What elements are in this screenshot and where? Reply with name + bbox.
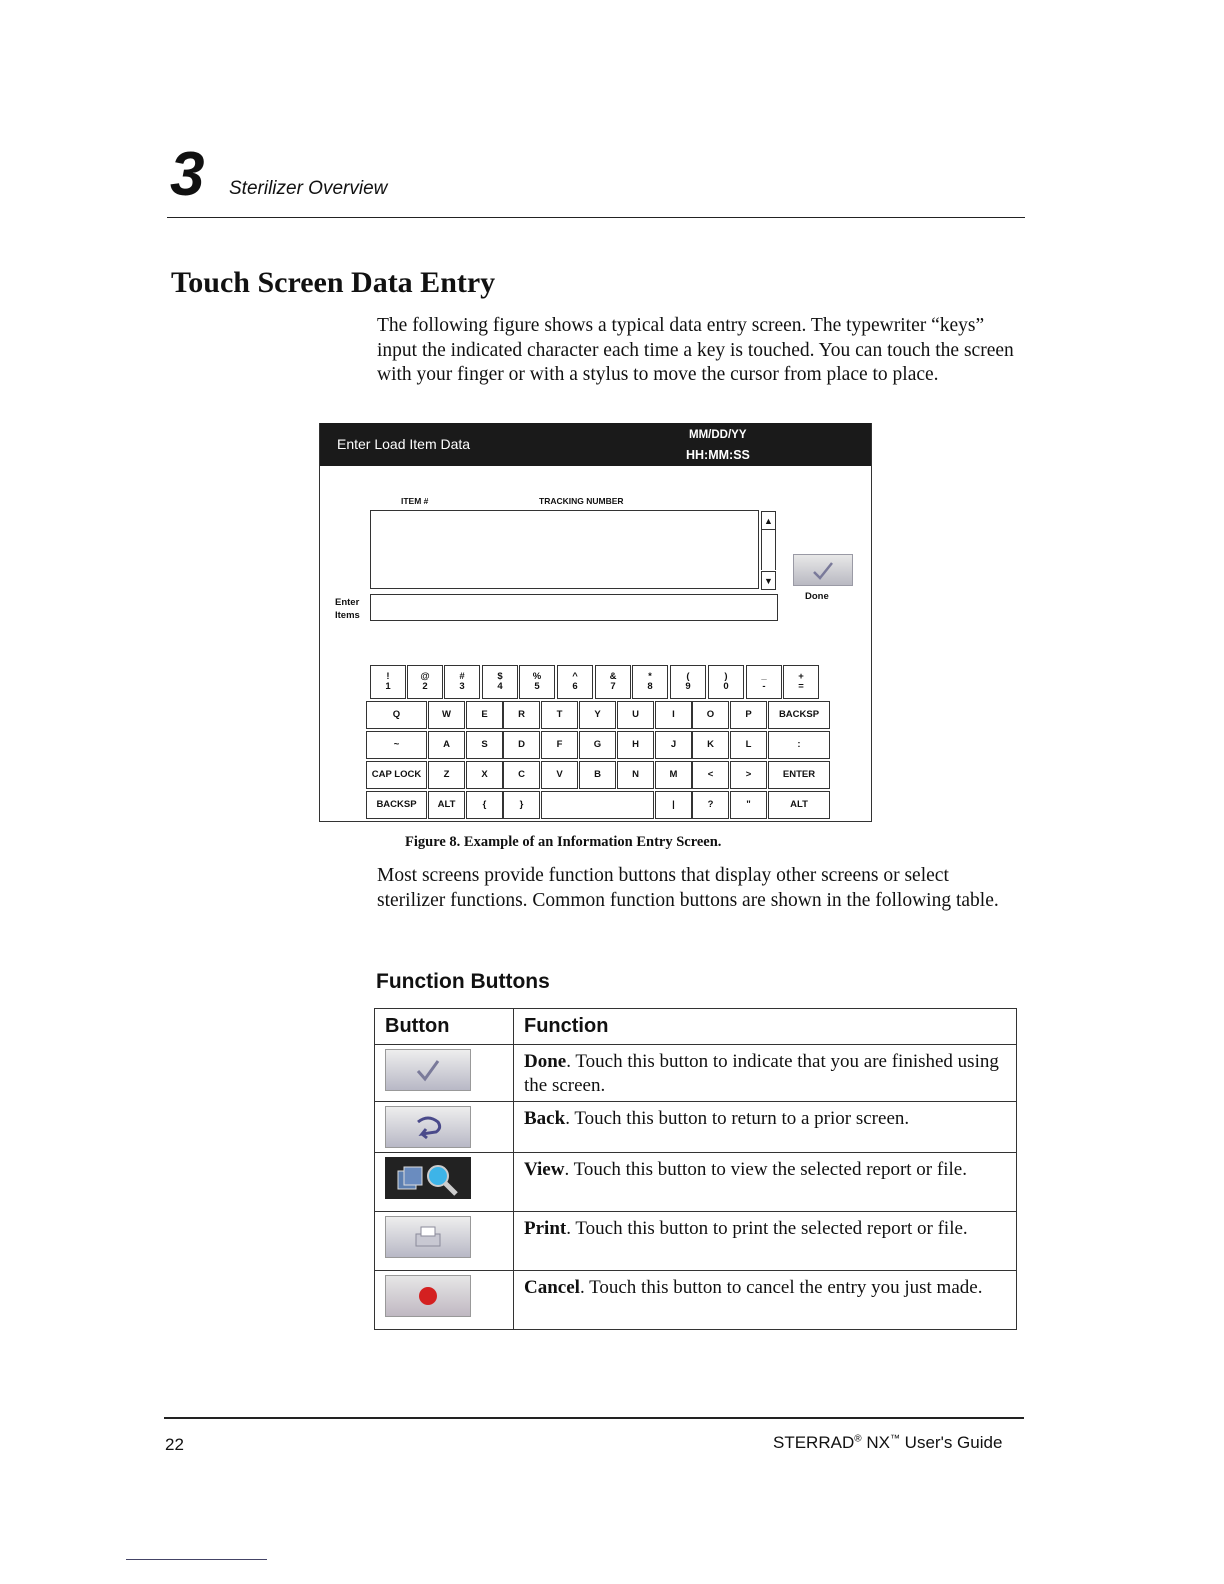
cancel-icon (408, 1281, 448, 1311)
enter-label: Enter (335, 597, 360, 608)
intro-paragraph: The following figure shows a typical data entry screen. The typewriter “keys” input the indicated character each time a key is touched. You can touch the screen with your finger or with a stylus to move the cursor from place to place. (377, 315, 1014, 385)
function-buttons-table (374, 1008, 1017, 1330)
key-letter[interactable]: Y (579, 701, 616, 729)
key-letter[interactable]: ? (692, 791, 729, 819)
key-shift-char: * (648, 671, 652, 682)
document-title (773, 1433, 1002, 1453)
key-letter[interactable]: > (730, 761, 767, 789)
key-letter[interactable]: K (692, 731, 729, 759)
key-number[interactable] (595, 665, 631, 699)
table-row: Cancel. Touch this button to cancel the entry you just made. (375, 1271, 1017, 1330)
enter-items-input[interactable] (370, 594, 778, 621)
scroll-up-button[interactable] (761, 511, 776, 530)
header-rule (167, 217, 1025, 218)
function-description: Touch this button to cancel the entry you just made. (584, 1277, 983, 1298)
scroll-down-button[interactable] (761, 571, 776, 590)
key-letter[interactable]: D (503, 731, 540, 759)
alt-key[interactable]: ALT (768, 791, 830, 819)
function-description: Touch this button to indicate that you are finished using the screen. (524, 1051, 999, 1096)
key-letter[interactable]: } (503, 791, 540, 819)
key-letter[interactable]: L (730, 731, 767, 759)
key-shift-char: ^ (572, 671, 578, 682)
back-arrow-icon (408, 1112, 448, 1142)
key-number[interactable] (407, 665, 443, 699)
key-letter[interactable]: : (768, 731, 830, 759)
screen-title: Enter Load Item Data (337, 436, 471, 452)
key-letter[interactable]: P (730, 701, 767, 729)
table-row: Print. Touch this button to print the selected report or file. (375, 1212, 1017, 1271)
screen-title-bar (320, 423, 871, 466)
key-letter[interactable]: V (541, 761, 578, 789)
function-description: Touch this button to view the selected report or file. (569, 1159, 967, 1180)
printer-icon (408, 1222, 448, 1252)
key-number[interactable] (708, 665, 744, 699)
key-letter[interactable]: I (655, 701, 692, 729)
registered-mark: ® (854, 1433, 862, 1445)
trademark-mark: ™ (889, 1433, 900, 1445)
scrollbar-track[interactable] (761, 530, 776, 570)
view-button-image (385, 1157, 471, 1199)
guide-name: User's Guide (899, 1433, 1003, 1452)
key-letter[interactable]: S (466, 731, 503, 759)
section-title: Touch Screen Data Entry (171, 266, 496, 299)
key-letter[interactable]: BACKSP (768, 701, 830, 729)
key-letter[interactable]: W (428, 701, 465, 729)
function-column-header: Function (514, 1009, 1017, 1045)
print-button-image (385, 1216, 471, 1258)
key-letter[interactable]: H (617, 731, 654, 759)
done-label: Done (805, 591, 829, 602)
key-number[interactable] (632, 665, 668, 699)
key-letter[interactable]: N (617, 761, 654, 789)
button-column-header: Button (375, 1009, 514, 1045)
date-label: MM/DD/YY (689, 429, 747, 441)
key-char: 0 (723, 681, 729, 692)
key-letter[interactable]: G (579, 731, 616, 759)
key-shift-char: $ (497, 671, 503, 682)
key-number[interactable] (519, 665, 555, 699)
key-number[interactable] (783, 665, 819, 699)
brand-name: STERRAD (773, 1433, 855, 1452)
key-shift-char: ) (724, 671, 728, 682)
function-description: Touch this button to print the selected report or file. (570, 1218, 968, 1239)
backspace-key[interactable]: BACKSP (366, 791, 427, 819)
arrow-up-icon: ▲ (764, 515, 773, 526)
function-buttons-title: Function Buttons (376, 970, 550, 993)
key-letter[interactable]: " (730, 791, 767, 819)
table-row: View. Touch this button to view the selected report or file. (375, 1153, 1017, 1212)
key-letter[interactable]: A (428, 731, 465, 759)
item-list-box[interactable] (370, 510, 759, 589)
data-entry-screen-figure (319, 423, 872, 822)
key-letter[interactable]: E (466, 701, 503, 729)
chapter-title: Sterilizer Overview (229, 178, 388, 199)
function-name: View (524, 1159, 565, 1180)
checkmark-icon (408, 1055, 448, 1085)
function-description: Touch this button to return to a prior screen. (569, 1108, 910, 1129)
key-char: 1 (385, 681, 391, 692)
arrow-down-icon: ▼ (764, 575, 773, 586)
alt-key[interactable]: ALT (428, 791, 465, 819)
key-char: 3 (459, 681, 465, 692)
done-button-image (385, 1049, 471, 1091)
key-number[interactable] (370, 665, 406, 699)
key-letter[interactable]: C (503, 761, 540, 789)
key-letter[interactable]: M (655, 761, 692, 789)
key-shift-char: ( (686, 671, 690, 682)
key-char: 4 (497, 681, 503, 692)
key-shift-char: + (798, 671, 804, 682)
key-letter[interactable]: { (466, 791, 503, 819)
key-number[interactable] (557, 665, 593, 699)
key-letter[interactable]: F (541, 731, 578, 759)
tracking-column-label: TRACKING NUMBER (539, 496, 624, 506)
page-number: 22 (165, 1435, 184, 1454)
key-shift-char: ! (386, 671, 390, 682)
key-char: = (798, 681, 804, 692)
space-key[interactable] (541, 791, 654, 819)
key-char: 6 (572, 681, 578, 692)
function-name: Done (524, 1051, 567, 1072)
key-letter[interactable]: B (579, 761, 616, 789)
key-letter[interactable]: X (466, 761, 503, 789)
function-name: Cancel (524, 1277, 580, 1298)
cancel-button-image (385, 1275, 471, 1317)
function-name: Back (524, 1108, 566, 1129)
key-char: 5 (534, 681, 540, 692)
checkmark-icon (794, 555, 852, 585)
items-label: Items (335, 610, 360, 621)
table-row: Done. Touch this button to indicate that you are finished using the screen. (375, 1045, 1017, 1102)
function-name: Print (524, 1218, 567, 1239)
magnifier-icon (388, 1159, 468, 1197)
table-row: Back. Touch this button to return to a prior screen. (375, 1102, 1017, 1153)
key-letter[interactable]: U (617, 701, 654, 729)
key-number[interactable] (444, 665, 480, 699)
key-shift-char: _ (761, 671, 767, 682)
footer-rule (164, 1417, 1024, 1419)
key-letter[interactable]: Q (366, 701, 427, 729)
key-shift-char: & (609, 671, 617, 682)
key-shift-char: @ (420, 671, 430, 682)
key-letter[interactable]: O (692, 701, 729, 729)
scan-artifact-line (126, 1559, 267, 1560)
chapter-number: 3 (170, 140, 205, 209)
table-header-row (375, 1009, 1017, 1045)
done-button[interactable] (793, 554, 853, 586)
time-label: HH:MM:SS (686, 448, 750, 462)
key-letter[interactable]: < (692, 761, 729, 789)
key-number[interactable] (482, 665, 518, 699)
key-char: - (762, 681, 766, 692)
key-letter[interactable]: R (503, 701, 540, 729)
function-paragraph: Most screens provide function buttons that display other screens or select sterilizer functions. Common function buttons are shown in the following table. (377, 865, 999, 911)
key-letter[interactable]: T (541, 701, 578, 729)
key-letter[interactable]: ~ (366, 731, 427, 759)
key-number[interactable] (670, 665, 706, 699)
key-letter[interactable]: | (655, 791, 692, 819)
key-char: 8 (647, 681, 653, 692)
figure-caption: Figure 8. Example of an Information Entry Screen. (405, 834, 722, 850)
key-letter[interactable]: J (655, 731, 692, 759)
key-shift-char: # (459, 671, 465, 682)
key-number[interactable] (746, 665, 782, 699)
key-char: 9 (685, 681, 691, 692)
back-button-image (385, 1106, 471, 1148)
key-shift-char: % (532, 671, 542, 682)
key-char: 7 (610, 681, 616, 692)
item-column-label: ITEM # (401, 496, 429, 506)
key-letter[interactable]: Z (428, 761, 465, 789)
key-letter[interactable]: CAP LOCK (366, 761, 427, 789)
key-letter[interactable]: ENTER (768, 761, 830, 789)
product-name: NX (861, 1433, 890, 1452)
key-char: 2 (422, 681, 428, 692)
